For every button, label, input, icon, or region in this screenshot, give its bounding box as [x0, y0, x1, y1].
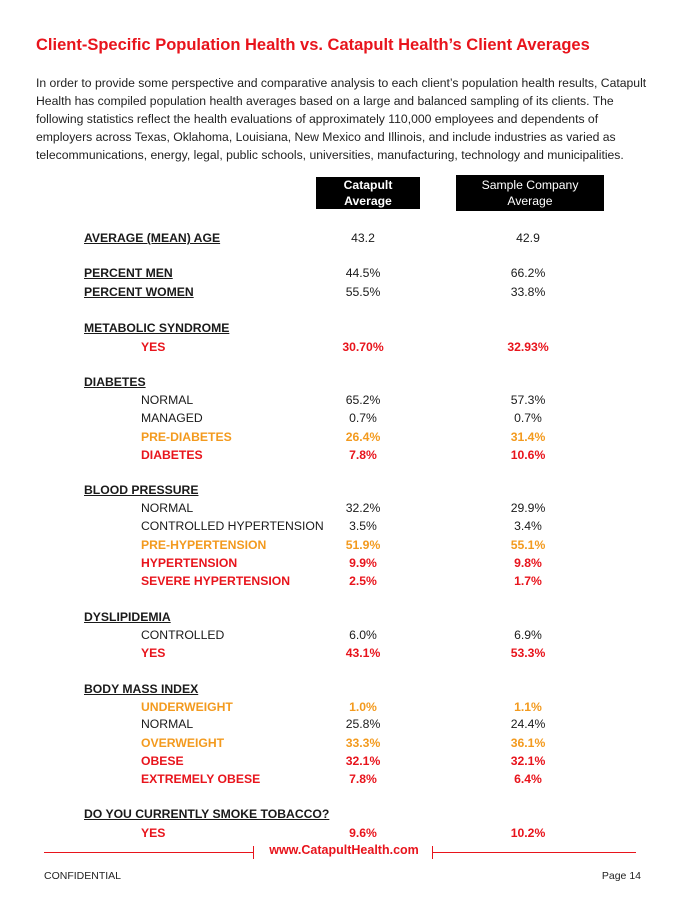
sample-value: 33.8%	[510, 285, 546, 299]
catapult-value: 7.8%	[349, 448, 377, 462]
column-header-sample: Sample Company Average	[456, 175, 604, 211]
sub-label: CONTROLLED HYPERTENSION	[141, 519, 324, 533]
section-label: DO YOU CURRENTLY SMOKE TOBACCO?	[84, 807, 330, 821]
catapult-value: 9.9%	[349, 556, 377, 570]
sample-value: 0.7%	[514, 411, 542, 425]
section-heading-row	[0, 374, 681, 391]
sample-value: 42.9	[516, 231, 540, 245]
section-heading-row	[0, 320, 681, 337]
sub-label: MANAGED	[141, 411, 203, 425]
catapult-value: 30.70%	[342, 340, 384, 354]
catapult-value: 26.4%	[345, 430, 381, 444]
section-label: PERCENT WOMEN	[84, 285, 194, 299]
section-label: BLOOD PRESSURE	[84, 483, 199, 497]
table-row	[0, 339, 681, 356]
sample-value: 24.4%	[510, 717, 546, 731]
catapult-value: 1.0%	[349, 700, 377, 714]
table-row	[0, 392, 681, 409]
footer-divider-right	[432, 852, 636, 853]
sample-value: 9.8%	[514, 556, 542, 570]
sample-value: 29.9%	[510, 501, 546, 515]
sample-value: 10.2%	[510, 826, 546, 840]
confidential-label: CONFIDENTIAL	[44, 870, 122, 882]
table-row	[0, 753, 681, 770]
catapult-value: 2.5%	[349, 574, 377, 588]
table-row	[0, 518, 681, 535]
sub-label: OBESE	[141, 754, 184, 768]
section-heading-row	[0, 609, 681, 626]
catapult-value: 55.5%	[345, 285, 381, 299]
table-row	[0, 735, 681, 752]
sample-value: 1.7%	[514, 574, 542, 588]
sample-value: 53.3%	[510, 646, 546, 660]
table-row	[0, 429, 681, 446]
table-row	[0, 230, 681, 247]
table-row	[0, 500, 681, 517]
sub-label: UNDERWEIGHT	[141, 700, 233, 714]
catapult-value: 6.0%	[349, 628, 377, 642]
table-row	[0, 265, 681, 282]
sub-label: PRE-DIABETES	[141, 430, 232, 444]
catapult-value: 43.2	[351, 231, 375, 245]
sample-value: 36.1%	[510, 736, 546, 750]
table-row	[0, 825, 681, 842]
sub-label: CONTROLLED	[141, 628, 225, 642]
catapult-value: 9.6%	[349, 826, 377, 840]
catapult-value: 32.1%	[345, 754, 381, 768]
catapult-value: 33.3%	[345, 736, 381, 750]
section-label: AVERAGE (MEAN) AGE	[84, 231, 221, 245]
sub-label: DIABETES	[141, 448, 203, 462]
sample-value: 57.3%	[510, 393, 546, 407]
table-row	[0, 555, 681, 572]
catapult-value: 44.5%	[345, 266, 381, 280]
table-row	[0, 537, 681, 554]
sample-value: 10.6%	[510, 448, 546, 462]
table-row	[0, 716, 681, 733]
sub-label: YES	[141, 826, 166, 840]
sub-label: EXTREMELY OBESE	[141, 772, 261, 786]
footer-divider-left	[44, 852, 254, 853]
table-row	[0, 573, 681, 590]
section-label: DYSLIPIDEMIA	[84, 610, 171, 624]
sample-value: 66.2%	[510, 266, 546, 280]
sample-value: 32.93%	[507, 340, 549, 354]
catapult-value: 0.7%	[349, 411, 377, 425]
sub-label: NORMAL	[141, 717, 194, 731]
table-row	[0, 771, 681, 788]
table-row	[0, 645, 681, 662]
sub-label: HYPERTENSION	[141, 556, 238, 570]
page-title: Client-Specific Population Health vs. Catapult Health’s Client Averages	[36, 36, 590, 54]
section-label: METABOLIC SYNDROME	[84, 321, 230, 335]
sub-label: PRE-HYPERTENSION	[141, 538, 267, 552]
sub-label: OVERWEIGHT	[141, 736, 225, 750]
footer-url[interactable]: www.CatapultHealth.com	[269, 843, 419, 857]
column-header-catapult: Catapult Average	[316, 177, 420, 209]
table-row	[0, 699, 681, 716]
catapult-value: 7.8%	[349, 772, 377, 786]
table-row	[0, 284, 681, 301]
sample-value: 1.1%	[514, 700, 542, 714]
section-heading-row	[0, 806, 681, 823]
section-label: DIABETES	[84, 375, 146, 389]
sample-value: 32.1%	[510, 754, 546, 768]
section-heading-row	[0, 482, 681, 499]
sample-value: 6.9%	[514, 628, 542, 642]
table-row	[0, 410, 681, 427]
table-row	[0, 627, 681, 644]
catapult-value: 43.1%	[345, 646, 381, 660]
sub-label: YES	[141, 646, 166, 660]
sub-label: SEVERE HYPERTENSION	[141, 574, 290, 588]
table-row	[0, 447, 681, 464]
sub-label: NORMAL	[141, 501, 194, 515]
catapult-value: 32.2%	[345, 501, 381, 515]
page-number: Page 14	[601, 870, 641, 882]
section-heading-row	[0, 681, 681, 698]
sub-label: YES	[141, 340, 166, 354]
sample-value: 31.4%	[510, 430, 546, 444]
catapult-value: 3.5%	[349, 519, 377, 533]
sample-value: 3.4%	[514, 519, 542, 533]
catapult-value: 25.8%	[345, 717, 381, 731]
sub-label: NORMAL	[141, 393, 194, 407]
catapult-value: 65.2%	[345, 393, 381, 407]
catapult-value: 51.9%	[345, 538, 381, 552]
sample-value: 6.4%	[514, 772, 542, 786]
intro-paragraph: In order to provide some perspective and comparative analysis to each client’s population health results, Catapult Health has compiled population health averages based on a large and balanced sampling of its clients. The following statistics reflect the health evaluations of approximately 110,000 employees and dependents of employers across Texas, Oklahoma, Louisiana, New Mexico and Illinois, and include industries as varied as telecommunications, energy, legal, public schools, universities, manufacturing, technology and municipalities.	[36, 76, 647, 162]
section-label: BODY MASS INDEX	[84, 682, 199, 696]
section-label: PERCENT MEN	[84, 266, 173, 280]
footer-tick-left	[253, 846, 254, 859]
sample-value: 55.1%	[510, 538, 546, 552]
